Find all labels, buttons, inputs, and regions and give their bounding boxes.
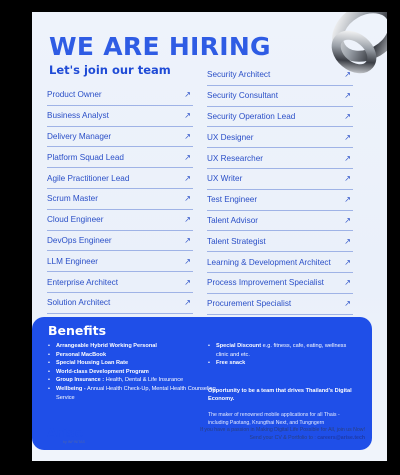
arrow-up-right-icon: ↗ <box>184 298 191 308</box>
arrow-up-right-icon: ↗ <box>344 278 351 288</box>
benefit-name: Free snack <box>216 360 246 367</box>
job-title: Platform Squad Lead <box>47 152 124 162</box>
benefits-list-right <box>208 342 358 368</box>
arrow-up-right-icon: ↗ <box>184 152 191 162</box>
job-listing[interactable] <box>207 127 353 148</box>
job-title: Delivery Manager <box>47 131 112 141</box>
job-listing[interactable] <box>207 86 353 107</box>
arrow-up-right-icon: ↗ <box>184 90 191 100</box>
job-listing[interactable] <box>47 189 193 210</box>
arrow-up-right-icon: ↗ <box>184 194 191 204</box>
job-listing[interactable] <box>207 190 353 211</box>
benefits-list-left <box>48 342 216 402</box>
benefit-item <box>208 342 358 359</box>
job-title: Solution Architect <box>47 298 111 308</box>
arrow-up-right-icon: ↗ <box>184 256 191 266</box>
arrow-up-right-icon: ↗ <box>184 215 191 225</box>
benefit-item <box>48 342 216 351</box>
job-listing[interactable] <box>47 127 193 148</box>
job-title: Learning & Development Architect <box>207 257 331 267</box>
job-listing[interactable] <box>47 106 193 127</box>
job-listing[interactable] <box>207 273 353 294</box>
job-title: Business Analyst <box>47 111 109 121</box>
arrow-up-right-icon: ↗ <box>344 153 351 163</box>
contact-line-2 <box>185 434 365 442</box>
job-title: Security Architect <box>207 70 271 80</box>
arrow-up-right-icon: ↗ <box>344 174 351 184</box>
contact-line-1: If you have a passion in Making Digital Life Possible for All, join us Now! <box>200 427 365 433</box>
benefit-name: Wellbeing - <box>56 385 86 392</box>
benefit-item <box>208 359 358 368</box>
arise-logo: Arise <box>47 425 84 440</box>
job-title: Procurement Specialist <box>207 299 292 309</box>
job-title: UX Designer <box>207 132 254 142</box>
page-subtitle: Let's join our team <box>49 63 171 77</box>
job-title: LLM Engineer <box>47 256 98 266</box>
job-list-left <box>47 85 193 314</box>
job-listing[interactable] <box>47 231 193 252</box>
makers-statement: The maker of renowned mobile applications for all Thais - including Paotang, Krungthai Next, and Tungngern <box>208 412 340 426</box>
contact-email-link[interactable]: careers@arise.tech <box>317 435 365 442</box>
arrow-up-right-icon: ↗ <box>184 173 191 183</box>
benefit-item <box>48 376 216 385</box>
arise-logo-subtitle: by INFINITAS <box>63 440 85 444</box>
job-title: Scrum Master <box>47 194 98 204</box>
arrow-up-right-icon: ↗ <box>344 215 351 225</box>
arrow-up-right-icon: ↗ <box>184 131 191 141</box>
job-title: Test Engineer <box>207 195 258 205</box>
job-listing[interactable] <box>47 168 193 189</box>
arrow-up-right-icon: ↗ <box>184 235 191 245</box>
job-listing[interactable] <box>207 231 353 252</box>
job-listing[interactable] <box>47 147 193 168</box>
job-title: Product Owner <box>47 90 102 100</box>
job-listing[interactable] <box>207 65 353 86</box>
arrow-up-right-icon: ↗ <box>344 195 351 205</box>
job-title: Process Improvement Specialist <box>207 278 324 288</box>
arrow-up-right-icon: ↗ <box>344 111 351 121</box>
job-listing[interactable] <box>47 272 193 293</box>
job-title: Cloud Engineer <box>47 215 104 225</box>
arrow-up-right-icon: ↗ <box>344 91 351 101</box>
job-title: Agile Practitioner Lead <box>47 173 130 183</box>
job-listing[interactable] <box>207 169 353 190</box>
contact-line-2-prefix: Send your CV & Portfolio to : <box>249 435 318 442</box>
team-statement: Opportunity to be a team that drives Thailand's Digital Economy. <box>208 388 352 403</box>
job-list-right <box>207 65 353 315</box>
job-listing[interactable] <box>47 85 193 106</box>
benefit-detail: Health, Dental & Life Insurance <box>104 377 184 384</box>
benefit-name: Personal MacBook <box>56 351 107 358</box>
benefit-item <box>48 351 216 360</box>
arrow-up-right-icon: ↗ <box>344 299 351 309</box>
job-title: Enterprise Architect <box>47 277 118 287</box>
benefit-name: Arrangeable Hybrid Working Personal <box>56 343 157 349</box>
benefit-detail: Annual Health Check-Up, Mental Health Counseling Service <box>56 385 216 401</box>
benefit-name: Special Discount <box>216 343 262 349</box>
job-listing[interactable] <box>207 294 353 315</box>
job-title: Security Operation Lead <box>207 111 296 121</box>
job-listing[interactable] <box>207 211 353 232</box>
job-title: UX Researcher <box>207 153 263 163</box>
arrow-up-right-icon: ↗ <box>184 111 191 121</box>
contact-info <box>185 426 365 442</box>
benefit-name: World-class Development Program <box>56 368 149 375</box>
benefit-name: Group Insurance : <box>56 377 105 384</box>
arrow-up-right-icon: ↗ <box>344 257 351 267</box>
job-listing[interactable] <box>47 251 193 272</box>
job-listing[interactable] <box>207 107 353 128</box>
job-listing[interactable] <box>47 293 193 314</box>
arrow-up-right-icon: ↗ <box>344 70 351 80</box>
benefit-detail: e.g. fitness, cafe, eating, wellness clinic and etc. <box>216 343 347 358</box>
benefit-item <box>48 385 216 402</box>
benefit-name: Special Housing Loan Rate <box>56 360 129 367</box>
arrow-up-right-icon: ↗ <box>344 236 351 246</box>
job-title: Talent Strategist <box>207 236 266 246</box>
job-listing[interactable] <box>207 252 353 273</box>
job-listing[interactable] <box>207 148 353 169</box>
benefit-item <box>48 368 216 377</box>
job-title: DevOps Engineer <box>47 235 112 245</box>
hiring-poster <box>32 12 387 461</box>
arrow-up-right-icon: ↗ <box>184 277 191 287</box>
page-title: WE ARE HIRING <box>49 32 271 61</box>
job-title: UX Writer <box>207 174 243 184</box>
job-title: Security Consultant <box>207 91 278 101</box>
benefits-title: Benefits <box>48 323 107 338</box>
job-title: Talent Advisor <box>207 215 258 225</box>
benefit-item <box>48 359 216 368</box>
job-listing[interactable] <box>47 210 193 231</box>
arrow-up-right-icon: ↗ <box>344 132 351 142</box>
